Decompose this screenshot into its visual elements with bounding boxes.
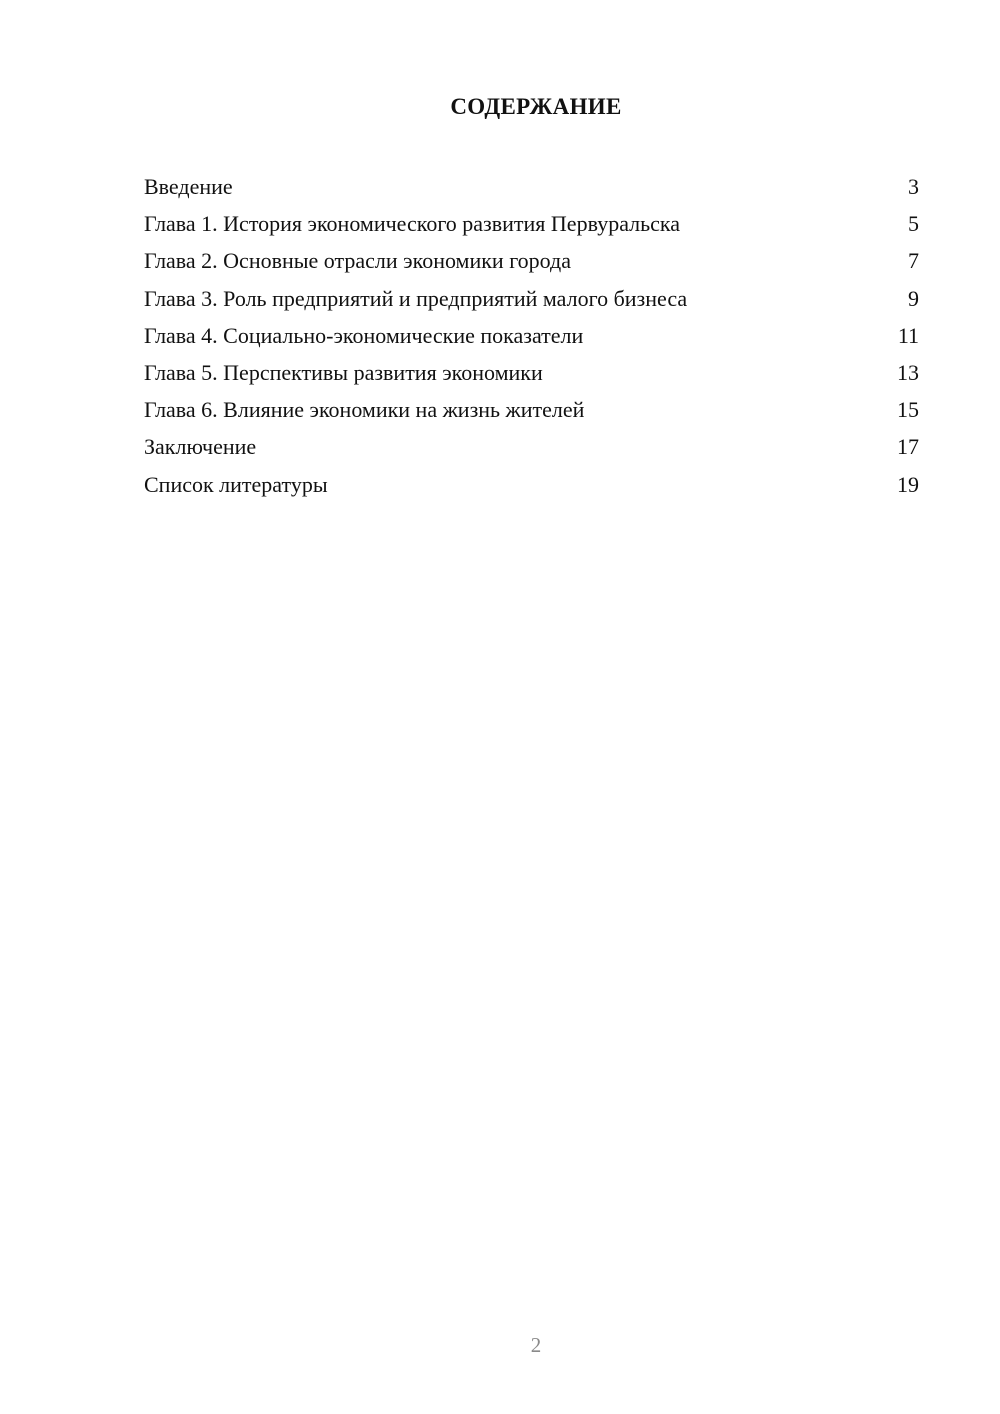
toc-entry xyxy=(144,391,919,428)
toc-entry-label: Введение xyxy=(144,174,233,199)
toc-entry-page: 11 xyxy=(897,322,919,348)
toc-entry xyxy=(144,168,919,205)
toc-entry-label: Глава 4. Социально-экономические показатели xyxy=(144,322,584,348)
toc-entry-page: 15 xyxy=(897,397,919,423)
toc-entry-page: 17 xyxy=(897,434,919,460)
toc-entry xyxy=(144,242,919,279)
toc-entry-label: Глава 2. Основные отрасли экономики города xyxy=(144,248,572,274)
toc-entry-label: Глава 1. История экономического развития Первуральска xyxy=(144,211,681,237)
toc-entry-label: Список литературы xyxy=(144,471,328,497)
toc-entry-label: Заключение xyxy=(144,434,257,460)
page-number: 2 xyxy=(530,1333,542,1357)
page-title: СОДЕРЖАНИЕ xyxy=(450,94,622,119)
table-of-contents xyxy=(144,168,919,503)
toc-entry xyxy=(144,205,919,242)
toc-entry-label: Глава 6. Влияние экономики на жизнь жителей xyxy=(144,397,585,423)
toc-entry xyxy=(144,317,919,354)
toc-entry-page: 5 xyxy=(908,211,919,237)
toc-entry-page: 3 xyxy=(908,174,919,199)
toc-entry-label: Глава 3. Роль предприятий и предприятий малого бизнеса xyxy=(144,285,688,311)
toc-entry-page: 9 xyxy=(908,285,919,311)
toc-entry xyxy=(144,466,919,503)
toc-entry xyxy=(144,354,919,391)
toc-entry-page: 7 xyxy=(908,248,919,274)
toc-entry-page: 19 xyxy=(897,471,919,497)
toc-entry-label: Глава 5. Перспективы развития экономики xyxy=(144,359,543,385)
toc-entry-page: 13 xyxy=(897,359,919,385)
toc-entry xyxy=(144,280,919,317)
toc-entry xyxy=(144,428,919,465)
